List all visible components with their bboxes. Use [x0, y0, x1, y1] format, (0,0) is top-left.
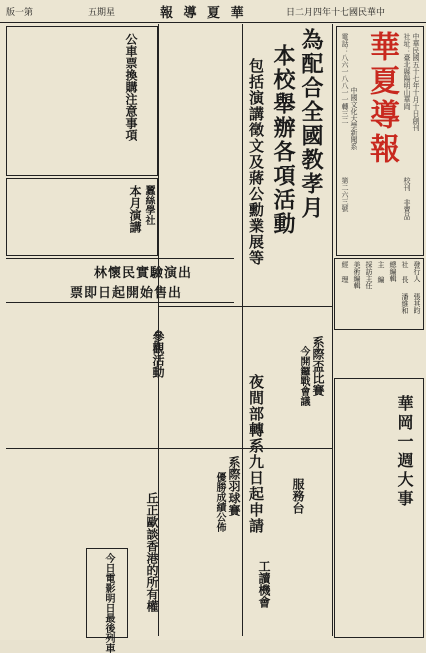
right-brief-text [336, 334, 422, 376]
staff-role-2: 社 長 [401, 261, 409, 283]
column-rule-3 [332, 24, 333, 636]
bus-ticket-title: 公車票換購注意事項 [124, 33, 138, 141]
work-study-title: 工讀機會 [257, 560, 271, 608]
badminton-title: 系際羽球賽 [227, 456, 241, 516]
divider-2 [6, 302, 234, 303]
staff-table [334, 258, 424, 330]
publisher-line-5: 校刊 非賣品 [403, 177, 411, 220]
weekly-events-title: 華岡一週大事 [395, 395, 414, 509]
weekday: 五期星 [88, 8, 116, 18]
lin-title-2: 票即日起開始售出 [70, 286, 183, 301]
staff-role-7: 經 理 [341, 261, 349, 283]
night-school-title: 夜間部轉系九日起申請 [247, 374, 265, 534]
headline-story-body [160, 28, 240, 268]
divider-1 [6, 258, 234, 259]
inter-dept-sub: 今開鑼戰會議 [298, 346, 309, 406]
staff-role-5: 採訪主任 [365, 261, 373, 289]
lecture-story [6, 178, 158, 256]
staff-role-3: 總編輯 [389, 261, 397, 282]
staff-role-1: 發行人 [413, 261, 421, 282]
issue-number: 第二六三號 [341, 177, 349, 212]
headline-story-body-2 [246, 226, 332, 278]
lecture-sub: 蠶絲學社 [143, 185, 154, 225]
lin-title-1: 林懷民實驗演出 [94, 266, 193, 281]
lecture-title: 本月演講 [128, 185, 142, 233]
publisher-line-4: 中國文化大學新聞系 [350, 87, 358, 150]
film-box [86, 548, 128, 653]
staff-name-2: 潘維和 [401, 293, 409, 314]
divider-4 [6, 448, 332, 449]
column-rule-2 [242, 24, 243, 636]
divider-3 [158, 306, 332, 307]
service-desk-title: 服務台 [291, 478, 305, 514]
column-rule-1 [158, 24, 159, 636]
publisher-line-2: 社址：臺北縣陽明山華岡 [403, 33, 411, 110]
publisher-line-3: 電話：八六一八八一一轉三二 [341, 33, 349, 124]
masthead-box [336, 26, 424, 256]
weekly-events-box [334, 378, 424, 638]
masthead-title: 華夏導報 [364, 31, 399, 167]
lin-story-body [6, 308, 146, 448]
staff-name-1: 張其昀 [413, 293, 421, 314]
staff-role-6: 美術編輯 [353, 261, 361, 289]
headline-line-1: 為配合全國教孝月 [298, 28, 324, 220]
inter-dept-title: 系際盃比賽 [311, 336, 325, 396]
badminton-sub: 優勝成績公佈 [214, 472, 225, 532]
top-bar [0, 0, 426, 23]
page-label: 版一第 [6, 8, 34, 18]
issue-date: 日二月四年十七國民華中 [286, 8, 386, 18]
headline-line-2: 本校舉辦各項活動 [270, 44, 296, 236]
staff-role-4: 主 編 [377, 261, 385, 283]
film-title: 今日電影明日最後列車 [103, 553, 114, 653]
top-masthead: 報 導 夏 華 [160, 6, 247, 21]
visit-title: 參觀活動 [151, 330, 165, 378]
left-top-story [6, 26, 158, 176]
night-school-body [180, 312, 240, 442]
headline-subtitle: 包括演講徵文及蔣公勳業展等 [247, 58, 265, 266]
publisher-line-1: 中華民國五十七年十月十日創刊 [412, 33, 420, 131]
hongkong-title: 丘正歐談香港的所有權 [145, 492, 159, 612]
